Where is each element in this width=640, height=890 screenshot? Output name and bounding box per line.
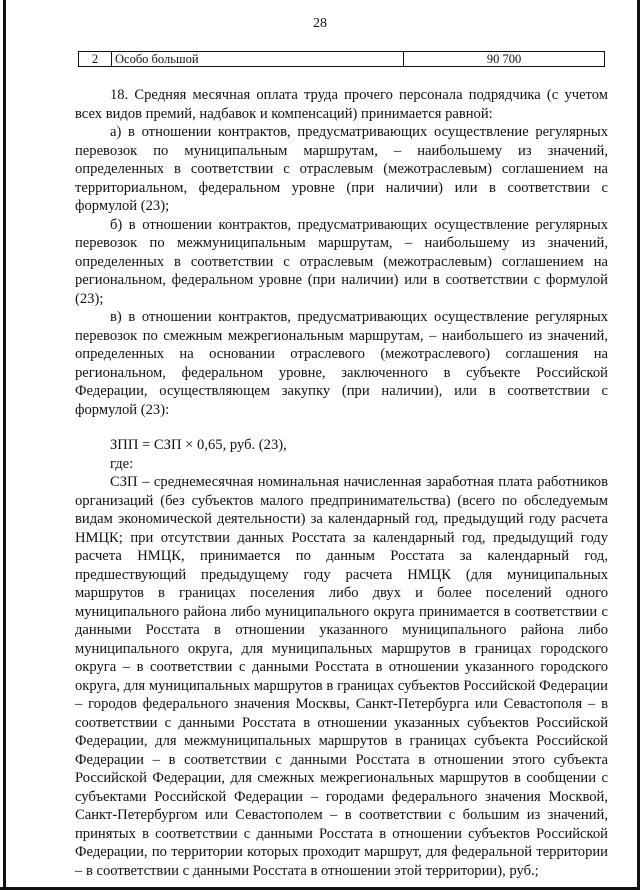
page-number: 28 bbox=[313, 16, 327, 31]
formula-23: ЗПП = СЗП × 0,65, руб. (23), bbox=[110, 437, 287, 453]
szp-definition: СЗП – среднемесячная номинальная начисленная заработная плата работников организаций (без субъектов малого предпринимательства) (всего по обследуемым видам экономической деятельности) за календарный год, предыдущий году расчета НМЦК; при отсутствии данных Росстата за календарный год, предыдущий году расчета НМЦК, принимается по данным Росстата за календарный год, предшествующий предыдущему году расчета НМЦК (для муниципальных маршрутов в границах поселения либо двух и более поселений одного муниципального района либо муниципального округа принимается в соответствии с данными Росстата в отношении указанного муниципального района либо муниципального округа, для муниципальных маршрутов в границах городского округа – в соответствии с данными Росстата в отношении указанного городского округа, для муниципальных маршрутов в границах субъектов Российской Федерации – городов федерального значения Москвы, Санкт-Петербурга или Севастополя – в соответствии с данными Росстата в отношении указанных субъектов Российской Федерации, для межмуниципальных маршрутов в границах субъекта Российской Федерации – в соответствии с данными Росстата в отношении этого субъекта Российской Федерации, для смежных межрегиональных маршрутов в сообщении с субъектами Российской Федерации – городами федерального значения Москвой, Санкт-Петербургом или Севастополем – в соответствии с большим из значений, принятых в соответствии с данными Росстата в отношении субъектов Российской Федерации, по территории которых проходит маршрут, для федеральной территории – в соответствии с данными Росстата в отношении этой территории), руб.; bbox=[75, 474, 608, 879]
paragraph-18: 18. Средняя месячная оплата труда прочего персонала подрядчика (с учетом всех видов премий, надбавок и компенсаций) принимается равной: bbox=[75, 87, 608, 122]
where-label: где: bbox=[110, 455, 134, 472]
paragraph-v: в) в отношении контрактов, предусматривающих осуществление регулярных перевозок по смежным межрегиональным маршрутам, – наибольшего из значений, определенных на основании отраслевого (межотраслевого) соглашения на региональном, федеральном уровне, заключенного в субъекте Российской Федерации, осуществляющем закупку (при наличии), или в соответствии с формулой (23): bbox=[75, 309, 608, 418]
table-cell-name: Особо большой bbox=[112, 52, 404, 67]
table-cell-value: 90 700 bbox=[404, 52, 605, 67]
document-body bbox=[75, 86, 608, 880]
category-table bbox=[78, 51, 605, 67]
scan-border-left bbox=[3, 0, 6, 890]
paragraph-b: б) в отношении контрактов, предусматривающих осуществление регулярных перевозок по межмуниципальным маршрутам, – наибольшему из значений, определенных в соответствии с отраслевым (межотраслевым) соглашением на региональном, федеральном уровне (при наличии) или в соответствии с формулой (23); bbox=[75, 216, 608, 307]
table-row bbox=[79, 52, 605, 67]
table-cell-number: 2 bbox=[79, 52, 112, 67]
paragraph-a: а) в отношении контрактов, предусматривающих осуществление регулярных перевозок по муниципальным маршрутам, – наибольшему из значений, определенных в соответствии с отраслевым (межотраслевым) соглашением на территориальном, федеральном уровне (при наличии) или в соответствии с формулой (23); bbox=[75, 124, 608, 214]
